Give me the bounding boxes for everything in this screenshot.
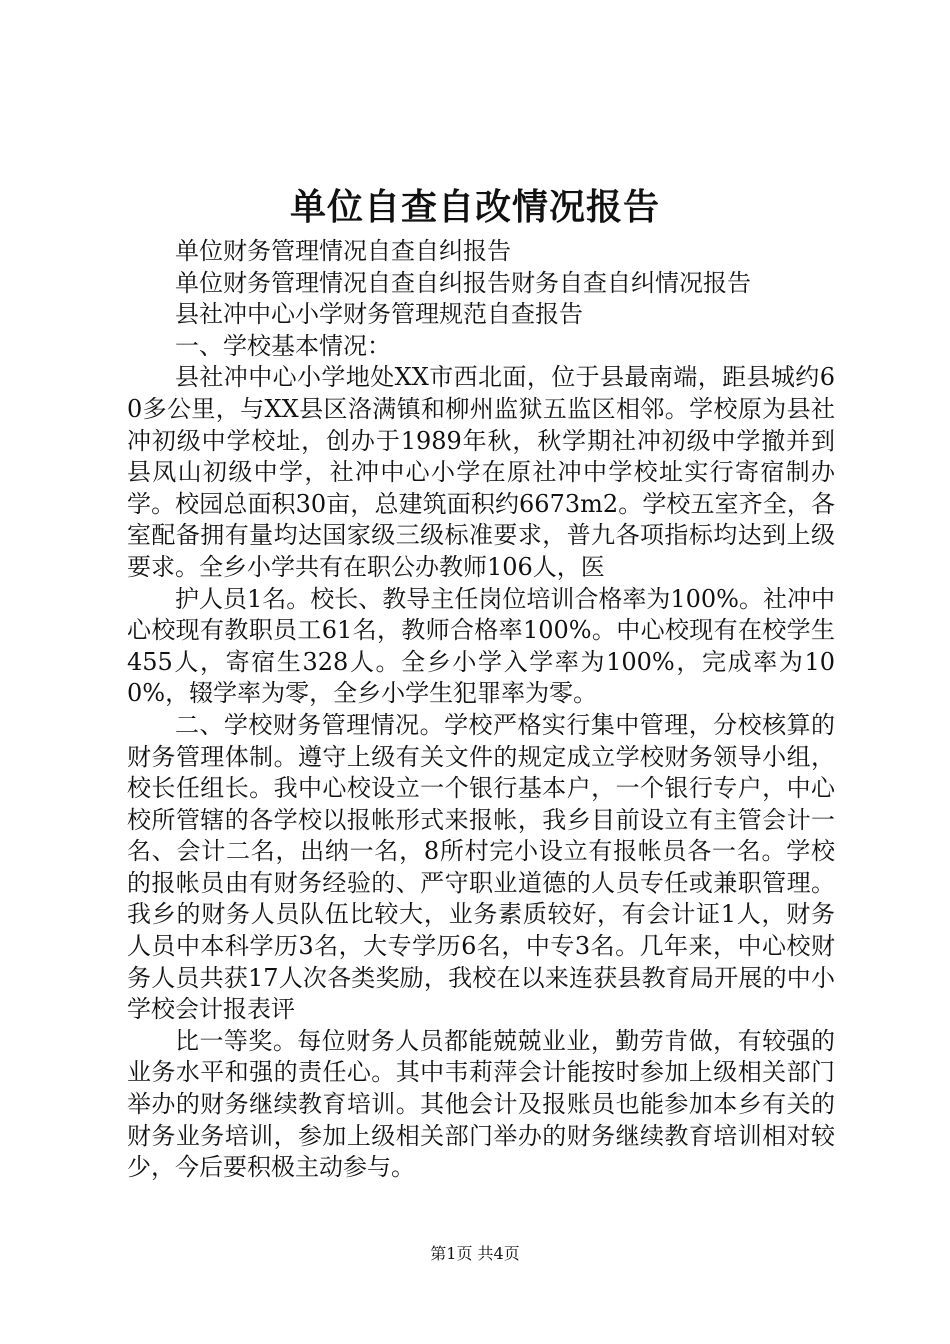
paragraph: 单位财务管理情况自查自纠报告财务自查自纠情况报告 <box>175 268 751 297</box>
paragraph: 单位财务管理情况自查自纠报告 <box>175 237 511 265</box>
page-title: 单位自查自改情况报告 <box>289 187 660 228</box>
paragraph: 比一等奖。每位财务人员都能兢兢业业，勤劳肯做，有较强的业务水平和强的责任心。其中韦莉萍会计能按时参加上级相关部门举办的财务继续教育培训。其他会计及报账员也能参加本乡有关的财务业务培训，参加上级相关部门举办的财务继续教育培训相对较少，今后要积极主动参与。 <box>127 1026 835 1182</box>
page-footer: 第1页 共4页 <box>430 1244 520 1263</box>
paragraph: 县社冲中心小学地处XX市西北面，位于县最南端，距县城约60多公里，与XX县区洛满镇和柳州监狱五监区相邻。学校原为县社冲初级中学校址，创办于1989年秋，秋学期社冲初级中学撤并到县凤山初级中学，社冲中心小学在原社冲中学校址实行寄宿制办学。校园总面积30亩，总建筑面积约6673m2。学校五室齐全，各室配备拥有量均达国家级三级标准要求，普九各项指标均达到上级要求。全乡小学共有在职公办教师106人，医 <box>127 363 835 581</box>
paragraph: 护人员1名。校长、教导主任岗位培训合格率为100%。社冲中心校现有教职员工61名，教师合格率100%。中心校现有在校学生455人，寄宿生328人。全乡小学入学率为100%，完成率为100%，辍学率为零，全乡小学生犯罪率为零。 <box>127 584 835 708</box>
document-body <box>127 236 835 1184</box>
paragraph: 县社冲中心小学财务管理规范自查报告 <box>175 300 583 329</box>
paragraph: 二、学校财务管理情况。学校严格实行集中管理，分校核算的财务管理体制。遵守上级有关文件的规定成立学校财务领导小组，校长任组长。我中心校设立一个银行基本户，一个银行专户，中心校所管辖的各学校以报帐形式来报帐，我乡目前设立有主管会计一名、会计二名，出纳一名，8所村完小设立有报帐员各一名。学校的报帐员由有财务经验的、严守职业道德的人员专任或兼职管理。我乡的财务人员队伍比较大，业务素质较好，有会计证1人，财务人员中本科学历3名，大专学历6名，中专3名。几年来，中心校财务人员共获17人次各类奖励，我校在以来连获县教育局开展的中小学校会计报表评 <box>127 710 835 1024</box>
paragraph: 一、学校基本情况： <box>175 331 391 360</box>
